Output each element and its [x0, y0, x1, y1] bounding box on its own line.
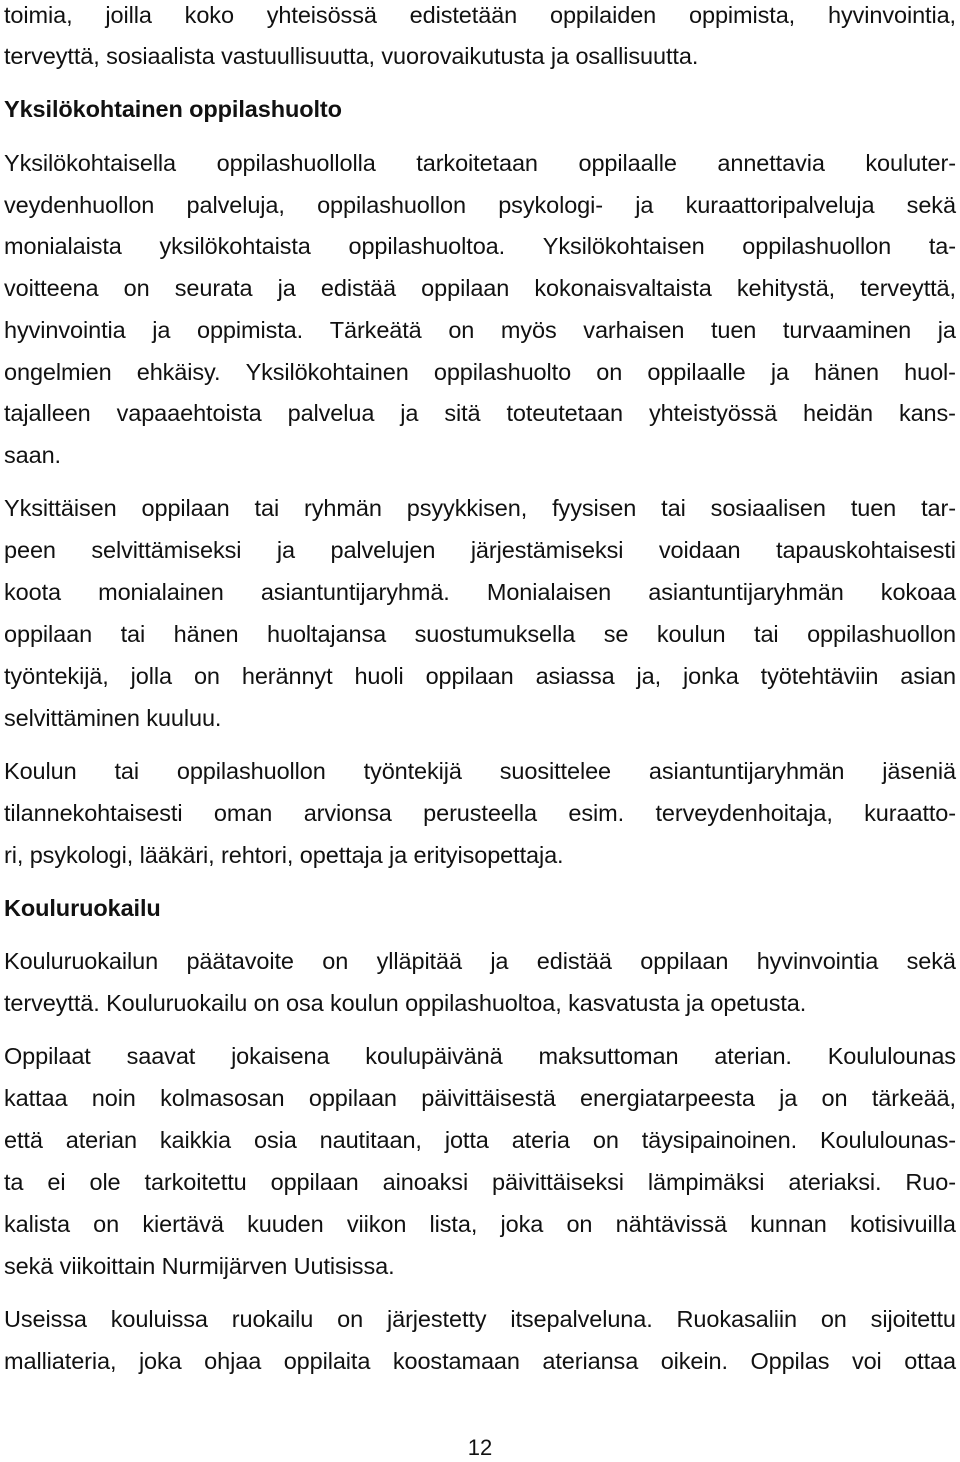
- page-number: 12: [467, 1435, 493, 1460]
- text-line: peen selvittämiseksi ja palvelujen järjestämiseksi voidaan tapauskohtaisesti: [4, 537, 956, 563]
- text-line: hyvinvointia ja oppimista. Tärkeätä on myös varhaisen tuen turvaaminen ja: [4, 317, 956, 343]
- text-line: tilannekohtaisesti oman arvionsa perusteella esim. terveydenhoitaja, kuraatto-: [4, 800, 956, 826]
- text-line: Kouluruokailun päätavoite on ylläpitää ja edistää oppilaan hyvinvointia sekä: [4, 948, 956, 974]
- text-line: koota monialainen asiantuntijaryhmä. Monialaisen asiantuntijaryhmän kokoaa: [4, 579, 956, 605]
- text-line: Yksittäisen oppilaan tai ryhmän psyykkisen, fyysisen tai sosiaalisen tuen tar-: [4, 495, 956, 521]
- document-page: [4, 0, 956, 1459]
- text-line: että aterian kaikkia osia nautitaan, jotta ateria on täysipainoinen. Koululounas-: [4, 1127, 956, 1153]
- text-line: terveyttä, sosiaalista vastuullisuutta, vuorovaikutusta ja osallisuutta.: [4, 43, 699, 69]
- text-line: ri, psykologi, lääkäri, rehtori, opettaja ja erityisopettaja.: [4, 842, 564, 868]
- text-line: Koulun tai oppilashuollon työntekijä suosittelee asiantuntijaryhmän jäseniä: [4, 758, 956, 784]
- text-line: oppilaan tai hänen huoltajansa suostumuksella se koulun tai oppilashuollon: [4, 621, 956, 647]
- section-heading: Kouluruokailu: [4, 895, 161, 921]
- text-line: malliateria, joka ohjaa oppilaita koostamaan ateriansa oikein. Oppilas voi ottaa: [4, 1348, 956, 1374]
- text-line: Useissa kouluissa ruokailu on järjestetty itsepalveluna. Ruokasaliin on sijoitettu: [4, 1306, 956, 1332]
- text-line: toimia, joilla koko yhteisössä edistetään oppilaiden oppimista, hyvinvointia,: [4, 2, 956, 28]
- text-line: terveyttä. Kouluruokailu on osa koulun oppilashuoltoa, kasvatusta ja opetusta.: [4, 990, 807, 1016]
- text-line: voitteena on seurata ja edistää oppilaan kokonaisvaltaista kehitystä, terveyttä,: [4, 275, 956, 301]
- text-line: tajalleen vapaaehtoista palvelua ja sitä toteutetaan yhteistyössä heidän kans-: [4, 400, 956, 426]
- text-line: ongelmien ehkäisy. Yksilökohtainen oppilashuolto on oppilaalle ja hänen huol-: [4, 359, 956, 385]
- text-line: ta ei ole tarkoitettu oppilaan ainoaksi päivittäiseksi lämpimäksi ateriaksi. Ruo-: [4, 1169, 956, 1195]
- text-line: monialaista yksilökohtaista oppilashuoltoa. Yksilökohtaisen oppilashuollon ta-: [4, 233, 956, 259]
- text-line: selvittäminen kuuluu.: [4, 705, 222, 731]
- text-line: Oppilaat saavat jokaisena koulupäivänä maksuttoman aterian. Koululounas: [4, 1043, 956, 1069]
- text-line: sekä viikoittain Nurmijärven Uutisissa.: [4, 1253, 395, 1279]
- text-line: Yksilökohtaisella oppilashuollolla tarkoitetaan oppilaalle annettavia kouluter-: [4, 150, 956, 176]
- text-line: työntekijä, jolla on herännyt huoli oppilaan asiassa ja, jonka työtehtäviin asian: [4, 663, 956, 689]
- text-line: saan.: [4, 442, 61, 468]
- text-line: veydenhuollon palveluja, oppilashuollon psykologi- ja kuraattoripalveluja sekä: [4, 192, 956, 218]
- text-line: kalista on kiertävä kuuden viikon lista, joka on nähtävissä kunnan kotisivuilla: [4, 1211, 956, 1237]
- section-heading: Yksilökohtainen oppilashuolto: [4, 96, 342, 122]
- text-line: kattaa noin kolmasosan oppilaan päivittäisestä energiatarpeesta ja on tärkeää,: [4, 1085, 956, 1111]
